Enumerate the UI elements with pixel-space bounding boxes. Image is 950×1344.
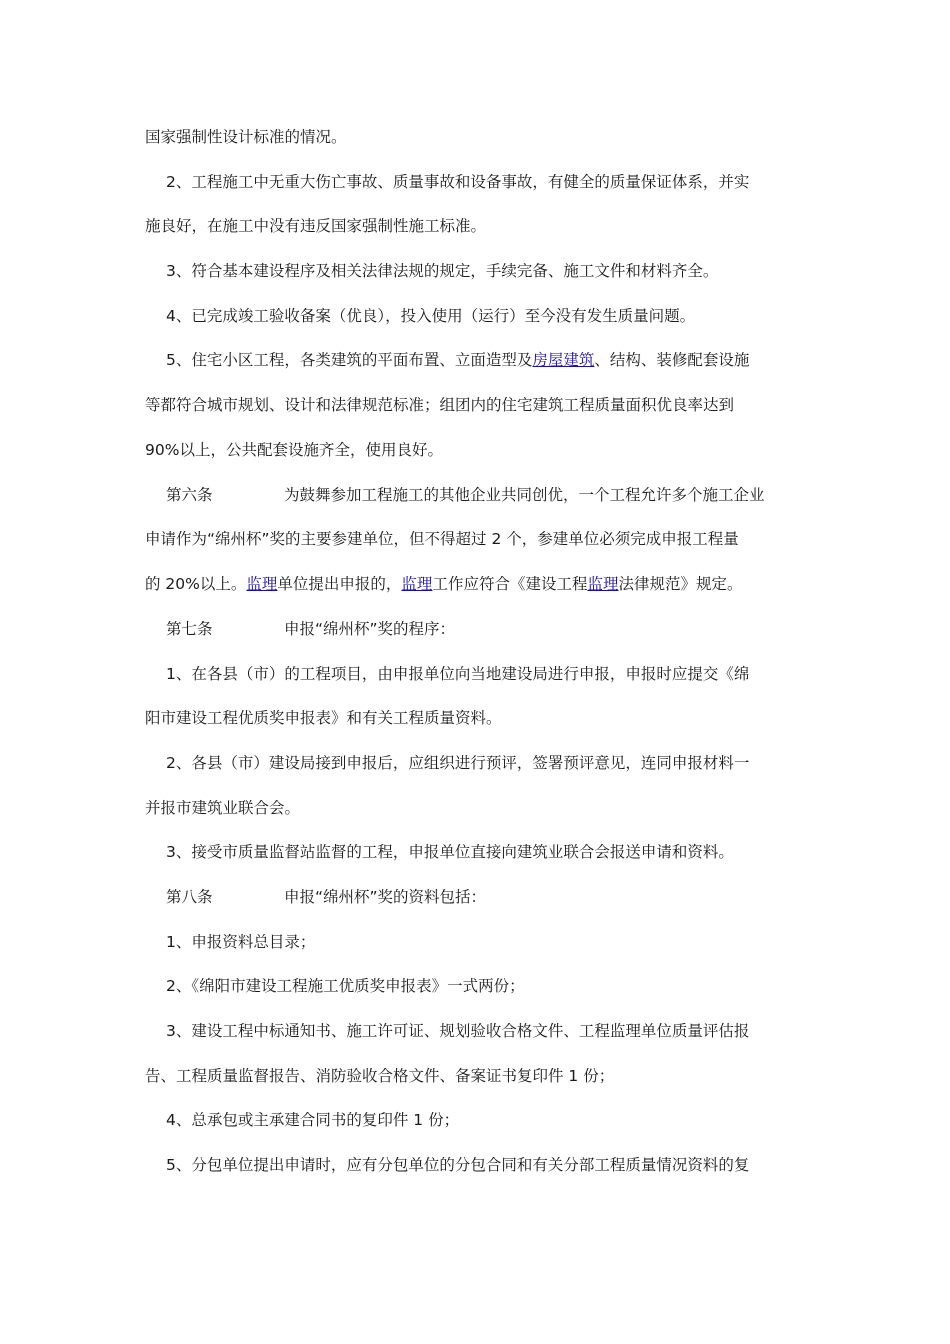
paragraph-line: 90%以上，公共配套设施齐全，使用良好。 <box>145 441 443 459</box>
paragraph-line: 国家强制性设计标准的情况。 <box>145 128 347 146</box>
paragraph-line: 1、在各县（市）的工程项目，由申报单位向当地建设局进行申报，申报时应提交《绵 <box>166 665 750 683</box>
paragraph-line: 3、接受市质量监督站监督的工程，申报单位直接向建筑业联合会报送申请和资料。 <box>166 843 734 861</box>
article-heading-line <box>166 483 826 507</box>
article-number: 第八条 <box>166 888 213 906</box>
paragraph-line: 并报市建筑业联合会。 <box>145 799 301 817</box>
paragraph-line: 2、工程施工中无重大伤亡事故、质量事故和设备事故，有健全的质量保证体系，并实 <box>166 173 750 191</box>
paragraph-line: 2、《绵阳市建设工程施工优质奖申报表》一式两份； <box>166 977 525 995</box>
paragraph-line: 5、分包单位提出申请时，应有分包单位的分包合同和有关分部工程质量情况资料的复 <box>166 1156 750 1174</box>
article-heading-line <box>166 617 826 641</box>
text-segment: 、结构、装修配套设施 <box>594 351 750 369</box>
article-number: 第七条 <box>166 620 213 638</box>
paragraph-line: 阳市建设工程优质奖申报表》和有关工程质量资料。 <box>145 709 502 727</box>
paragraph-line: 3、建设工程中标通知书、施工许可证、规划验收合格文件、工程监理单位质量评估报 <box>166 1022 750 1040</box>
text-segment: 为鼓舞参加工程施工的其他企业共同创优，一个工程允许多个施工企业 <box>284 486 765 504</box>
paragraph-line: 4、总承包或主承建合同书的复印件 1 份； <box>166 1111 460 1129</box>
link-supervision[interactable]: 监理 <box>587 575 619 593</box>
paragraph-line: 施良好，在施工中没有违反国家强制性施工标准。 <box>145 217 487 235</box>
text-segment: 单位提出申报的， <box>277 575 402 593</box>
text-segment: 的 20%以上。 <box>145 575 247 593</box>
link-house-building[interactable]: 房屋建筑 <box>532 351 595 369</box>
link-supervision[interactable]: 监理 <box>401 575 433 593</box>
paragraph-line: 告、工程质量监督报告、消防验收合格文件、备案证书复印件 1 份； <box>145 1067 615 1085</box>
link-supervision[interactable]: 监理 <box>246 575 278 593</box>
paragraph-line: 申请作为“绵州杯”奖的主要参建单位，但不得超过 2 个，参建单位必须完成申报工程量 <box>145 530 739 548</box>
paragraph-line: 1、申报资料总目录； <box>166 933 316 951</box>
text-segment: 5、住宅小区工程，各类建筑的平面布置、立面造型及 <box>166 351 533 369</box>
paragraph-line: 4、已完成竣工验收备案（优良），投入使用（运行）至今没有发生质量问题。 <box>166 307 696 325</box>
paragraph-line: 等都符合城市规划、设计和法律规范标准；组团内的住宅建筑工程质量面积优良率达到 <box>145 396 735 414</box>
article-heading-line <box>166 885 826 909</box>
paragraph-line <box>145 572 805 596</box>
paragraph-line <box>166 348 826 372</box>
text-segment: 法律规范》规定。 <box>618 575 743 593</box>
text-segment: 工作应符合《建设工程 <box>432 575 588 593</box>
paragraph-line: 3、符合基本建设程序及相关法律法规的规定，手续完备、施工文件和材料齐全。 <box>166 262 719 280</box>
article-number: 第六条 <box>166 486 213 504</box>
paragraph-line: 2、各县（市）建设局接到申报后，应组织进行预评，签署预评意见，连同申报材料一 <box>166 754 750 772</box>
text-segment: 申报“绵州杯”奖的资料包括： <box>284 888 487 906</box>
text-segment: 申报“绵州杯”奖的程序： <box>284 620 456 638</box>
